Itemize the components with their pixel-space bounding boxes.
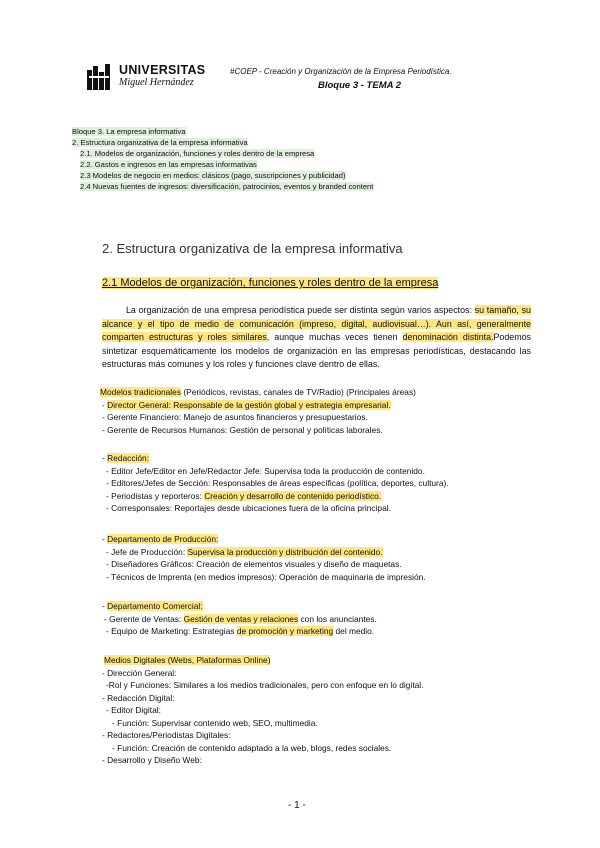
digital-media [102, 654, 424, 767]
list-item: - Gerente Financiero: Manejo de asuntos financieros y presupuestarios. [102, 412, 368, 422]
list-item: - Equipo de Marketing: Estrategias de promoción y marketing del medio. [106, 626, 375, 636]
toc-item: 2.2. Gastos e ingresos en las empresas informativas [80, 160, 257, 169]
produccion-block [102, 533, 426, 583]
intro-paragraph: La organización de una empresa periodística puede ser distinta según varios aspectos: su tamaño, su alcance y el tipo de medio de comunicación (impreso, digital, audiovisual…). Aun así, generalmente comparten estructuras y roles similares, aunque muchas veces tienen denominación distinta.Podemos sintetizar esquemáticamente los modelos de organización en las empresas periodísticas, destacando las estructuras más comunes y los roles y funciones clave dentro de ellas. [102, 305, 531, 369]
section-heading: 2. Estructura organizativa de la empresa informativa [102, 241, 403, 256]
toc-item: 2.4 Nuevas fuentes de ingresos: diversificación, patrocinios, eventos y branded content [80, 182, 374, 191]
toc-item: 2. Estructura organizativa de la empresa informativa [72, 138, 248, 147]
toc-item: 2.3 Modelos de negocio en medios: clásicos (pago, suscripciones y publicidad) [80, 171, 346, 180]
toc-item: 2.1. Modelos de organización, funciones y roles dentro de la empresa [80, 149, 315, 158]
logo-title: UNIVERSITAS [119, 63, 206, 77]
logo-subtitle: Miguel Hernández [119, 77, 194, 88]
toc-item: Bloque 3. La empresa informativa [72, 127, 186, 136]
list-item: - Función: Creación de contenido adaptado a la web, blogs, redes sociales. [112, 742, 392, 753]
list-item: - Corresponsales: Reportajes desde ubicaciones fuera de la oficina principal. [106, 503, 391, 513]
list-item: - Gerente de Recursos Humanos: Gestión de personal y políticas laborales. [102, 424, 383, 435]
list-item: - Técnicos de Imprenta (en medios impresos): Operación de maquinaria de impresión. [106, 571, 426, 582]
page-number: - 1 - [288, 800, 306, 811]
list-item: - Diseñadores Gráficos: Creación de elementos visuales y diseño de maquetas. [106, 559, 402, 569]
comercial-title: - Departamento Comercial: [102, 601, 203, 611]
list-item: - Editores/Jefes de Sección: Responsables de áreas específicas (política, deportes, cultura). [106, 478, 449, 488]
list-item: - Editor Jefe/Editor en Jefe/Redactor Jefe: Supervisa toda la producción de contenido. [106, 465, 425, 476]
logo-mark-icon [87, 64, 114, 90]
list-item: -Rol y Funciones: Similares a los medios tradicionales, pero con enfoque en lo digital. [106, 680, 424, 690]
list-item: - Periodistas y reporteros: Creación y desarrollo de contenido periodístico. [106, 490, 382, 501]
list-item: - Editor Digital: [106, 705, 161, 715]
table-of-contents [72, 126, 373, 192]
list-item: - Desarrollo y Diseño Web: [102, 755, 202, 765]
list-item: - Redacción Digital: [102, 692, 175, 703]
list-item: - Gerente de Ventas: Gestión de ventas y relaciones con los anunciantes. [104, 613, 377, 624]
list-item: - Función: Supervisar contenido web, SEO, multimedia. [112, 717, 318, 728]
redaccion-title: - Redacción: [102, 453, 150, 463]
course-title: #COEP - Creación y Organización de la Empresa Periodística. [230, 67, 452, 76]
university-logo [87, 62, 227, 92]
list-item: - Jefe de Producción: Supervisa la producción y distribución del contenido. [106, 546, 383, 557]
list-item: - Director General: Responsable de la gestión global y estrategia empresarial. [102, 399, 391, 410]
block-title: Bloque 3 - TEMA 2 [318, 80, 402, 91]
list-item: - Dirección General: [102, 667, 177, 678]
list-item: - Redactores/Periodistas Digitales: [102, 730, 231, 740]
produccion-title: - Departamento de Producción: [102, 534, 219, 544]
redaccion-block [102, 452, 449, 515]
comercial-block [102, 600, 377, 638]
traditional-title: Modelos tradicionales (Periódicos, revistas, canales de TV/Radio) (Principales áreas) [100, 387, 416, 397]
digital-title: Medios Digitales (Webs, Plataformas Online) [104, 655, 271, 665]
subsection-heading: 2.1 Modelos de organización, funciones y roles dentro de la empresa [102, 277, 439, 289]
traditional-models [100, 386, 416, 436]
